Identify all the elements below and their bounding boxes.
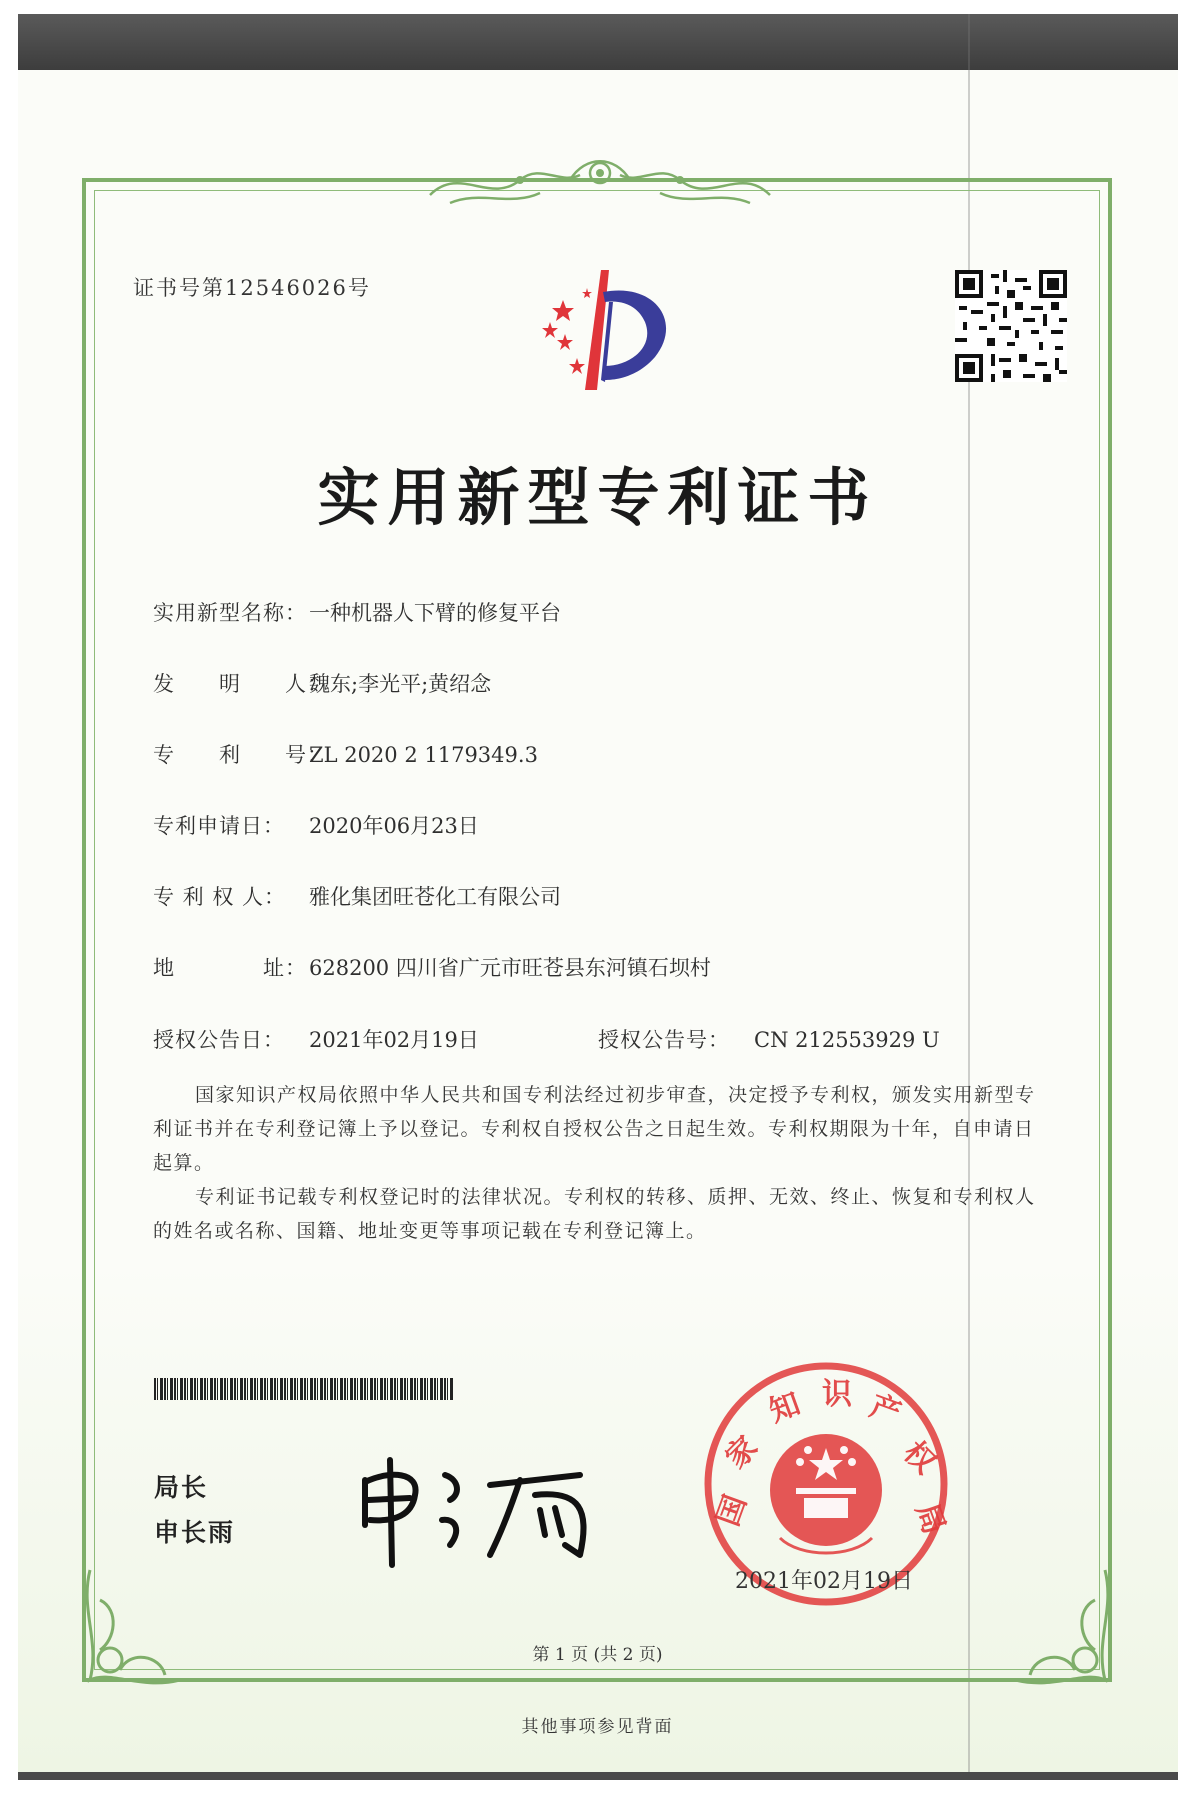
patent-number-value: ZL 2020 2 1179349.3: [309, 743, 538, 767]
grant-date-value: 2021年02月19日: [309, 1028, 479, 1052]
director-name: 申长雨: [154, 1518, 236, 1547]
grant-date-label: 授权公告日：: [153, 1028, 285, 1052]
grant-number-label: 授权公告号：: [598, 1028, 730, 1052]
address-row: [153, 952, 711, 982]
patentee-row: [153, 881, 561, 911]
grant-number-row: [598, 1024, 940, 1054]
patentee-value: 雅化集团旺苍化工有限公司: [309, 885, 561, 909]
top-ornament-icon: [420, 145, 780, 215]
inventor-value: 魏东;李光平;黄绍念: [309, 672, 492, 696]
corner-ornament-left-icon: [70, 1560, 220, 1710]
svg-text:知: 知: [764, 1386, 805, 1430]
inventor-row: [153, 668, 491, 698]
footer-note: 其他事项参见背面: [521, 1717, 674, 1737]
certificate-title: 实用新型专利证书: [317, 461, 878, 534]
svg-text:家: 家: [718, 1429, 765, 1476]
legal-status-paragraph: 专利证书记载专利权登记时的法律状况。专利权的转移、质押、无效、终止、恢复和专利权人的姓名或名称、国籍、地址变更等事项记载在专利登记簿上。: [153, 1186, 1036, 1242]
cnipa-logo-icon: [505, 262, 685, 402]
filing-date-value: 2020年06月23日: [309, 814, 479, 838]
barcode: [154, 1378, 454, 1400]
patentee-label: 专 利 权 人：: [153, 885, 287, 909]
svg-text:识: 识: [822, 1377, 852, 1412]
svg-text:权: 权: [896, 1434, 943, 1481]
svg-text:产: 产: [865, 1388, 906, 1432]
utility-model-name-row: [153, 597, 561, 627]
utility-model-name-label: 实用新型名称：: [153, 601, 307, 625]
page-number: 第 1 页 (共 2 页): [532, 1645, 663, 1665]
certificate-number: 证书号第12546026号: [133, 276, 371, 300]
director-title: 局长: [154, 1473, 209, 1502]
utility-model-name-value: 一种机器人下臂的修复平台: [309, 601, 561, 625]
handwritten-signature: [350, 1440, 610, 1570]
qr-code-icon: [955, 270, 1067, 382]
grant-statement-paragraph: 国家知识产权局依照中华人民共和国专利法经过初步审查，决定授予专利权，颁发实用新型专利证书并在专利登记簿上予以登记。专利权自授权公告之日起生效。专利权期限为十年，自申请日起算。: [153, 1084, 1036, 1174]
patent-number-label: 专 利 号：: [153, 743, 329, 767]
grant-number-value: CN 212553929 U: [754, 1028, 940, 1052]
filing-date-label: 专利申请日：: [153, 814, 285, 838]
scan-bottom-band: [18, 1772, 1178, 1780]
scan-top-band: [18, 14, 1178, 70]
svg-text:国: 国: [710, 1490, 754, 1531]
patent-number-row: [153, 739, 538, 769]
inventor-label: 发 明 人：: [153, 672, 329, 696]
filing-date-row: [153, 810, 479, 840]
svg-text:局: 局: [908, 1498, 952, 1539]
address-value: 628200 四川省广元市旺苍县东河镇石坝村: [309, 956, 711, 980]
corner-ornament-right-icon: [975, 1560, 1125, 1710]
address-label: 地 址：: [153, 956, 307, 980]
seal-date: 2021年02月19日: [735, 1569, 913, 1594]
grant-date-row: [153, 1024, 479, 1054]
